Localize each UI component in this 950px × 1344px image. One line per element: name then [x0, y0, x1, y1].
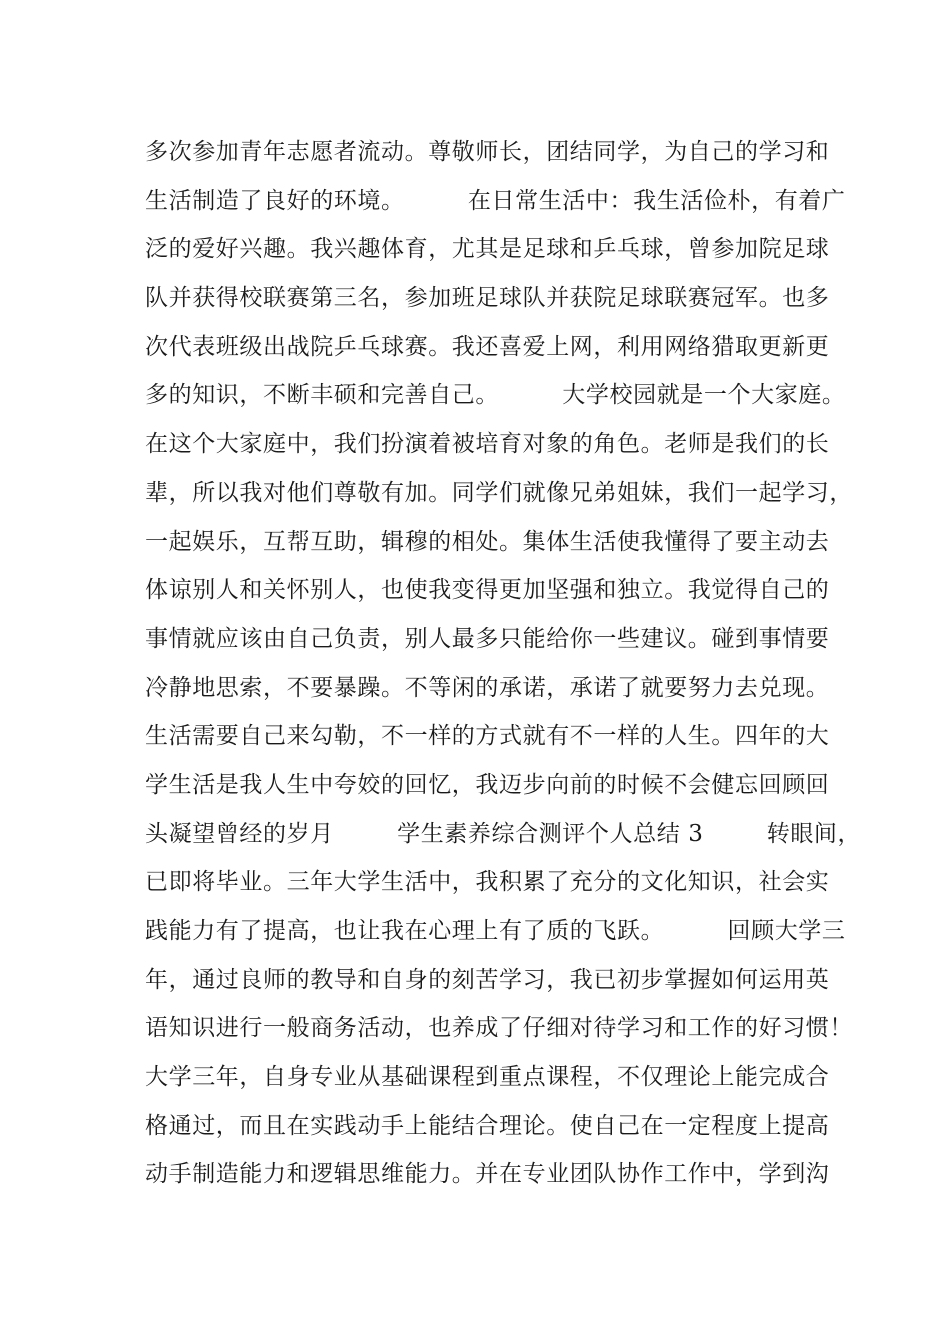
- text-line: 生活制造了良好的环境。 在日常生活中：我生活俭朴，有着广: [145, 187, 846, 214]
- text-line: 多次参加青年志愿者流动。尊敬师长，团结同学，为自己的学习和: [145, 139, 830, 165]
- text-line: 泛的爱好兴趣。我兴趣体育，尤其是足球和乒乓球，曾参加院足球: [145, 236, 830, 263]
- text-line: 语知识进行一般商务活动，也养成了仔细对待学习和工作的好习惯！: [145, 1015, 853, 1042]
- text-line: 在这个大家庭中，我们扮演着被培育对象的角色。老师是我们的长: [145, 431, 830, 458]
- text-line: 次代表班级出战院乒乓球赛。我还喜爱上网，利用网络猎取更新更: [145, 333, 830, 360]
- text-line: 已即将毕业。三年大学生活中，我积累了充分的文化知识，社会实: [145, 869, 830, 896]
- text-line: 学生活是我人生中夸姣的回忆，我迈步向前的时候不会健忘回顾回: [145, 771, 830, 798]
- text-line: 格通过，而且在实践动手上能结合理论。使自己在一定程度上提高: [145, 1112, 830, 1139]
- text-line: 头凝望曾经的岁月 学生素养综合测评个人总结 3 转眼间，: [145, 820, 862, 847]
- text-line: 冷静地思索，不要暴躁。不等闲的承诺，承诺了就要努力去兑现。: [145, 674, 830, 701]
- text-line: 辈，所以我对他们尊敬有加。同学们就像兄弟姐妹，我们一起学习，: [145, 479, 853, 506]
- text-line: 体谅别人和关怀别人，也使我变得更加坚强和独立。我觉得自己的: [145, 577, 830, 604]
- text-line: 动手制造能力和逻辑思维能力。并在专业团队协作工作中，学到沟: [145, 1161, 830, 1188]
- text-line: 生活需要自己来勾勒，不一样的方式就有不一样的人生。四年的大: [145, 723, 830, 750]
- text-line: 队并获得校联赛第三名，参加班足球队并获院足球联赛冠军。也多: [145, 285, 830, 312]
- body-text: [145, 133, 862, 1204]
- text-line: 多的知识，不断丰硕和完善自己。 大学校园就是一个大家庭。: [145, 382, 846, 409]
- text-line: 大学三年，自身专业从基础课程到重点课程，不仅理论上能完成合: [145, 1064, 830, 1091]
- text-line: 事情就应该由自己负责，别人最多只能给你一些建议。碰到事情要: [145, 625, 830, 652]
- text-line: 一起娱乐，互帮互助，辑穆的相处。集体生活使我懂得了要主动去: [145, 528, 830, 555]
- text-line: 践能力有了提高，也让我在心理上有了质的飞跃。 回顾大学三: [145, 918, 846, 944]
- text-line: 年，通过良师的教导和自身的刻苦学习，我已初步掌握如何运用英: [145, 966, 830, 993]
